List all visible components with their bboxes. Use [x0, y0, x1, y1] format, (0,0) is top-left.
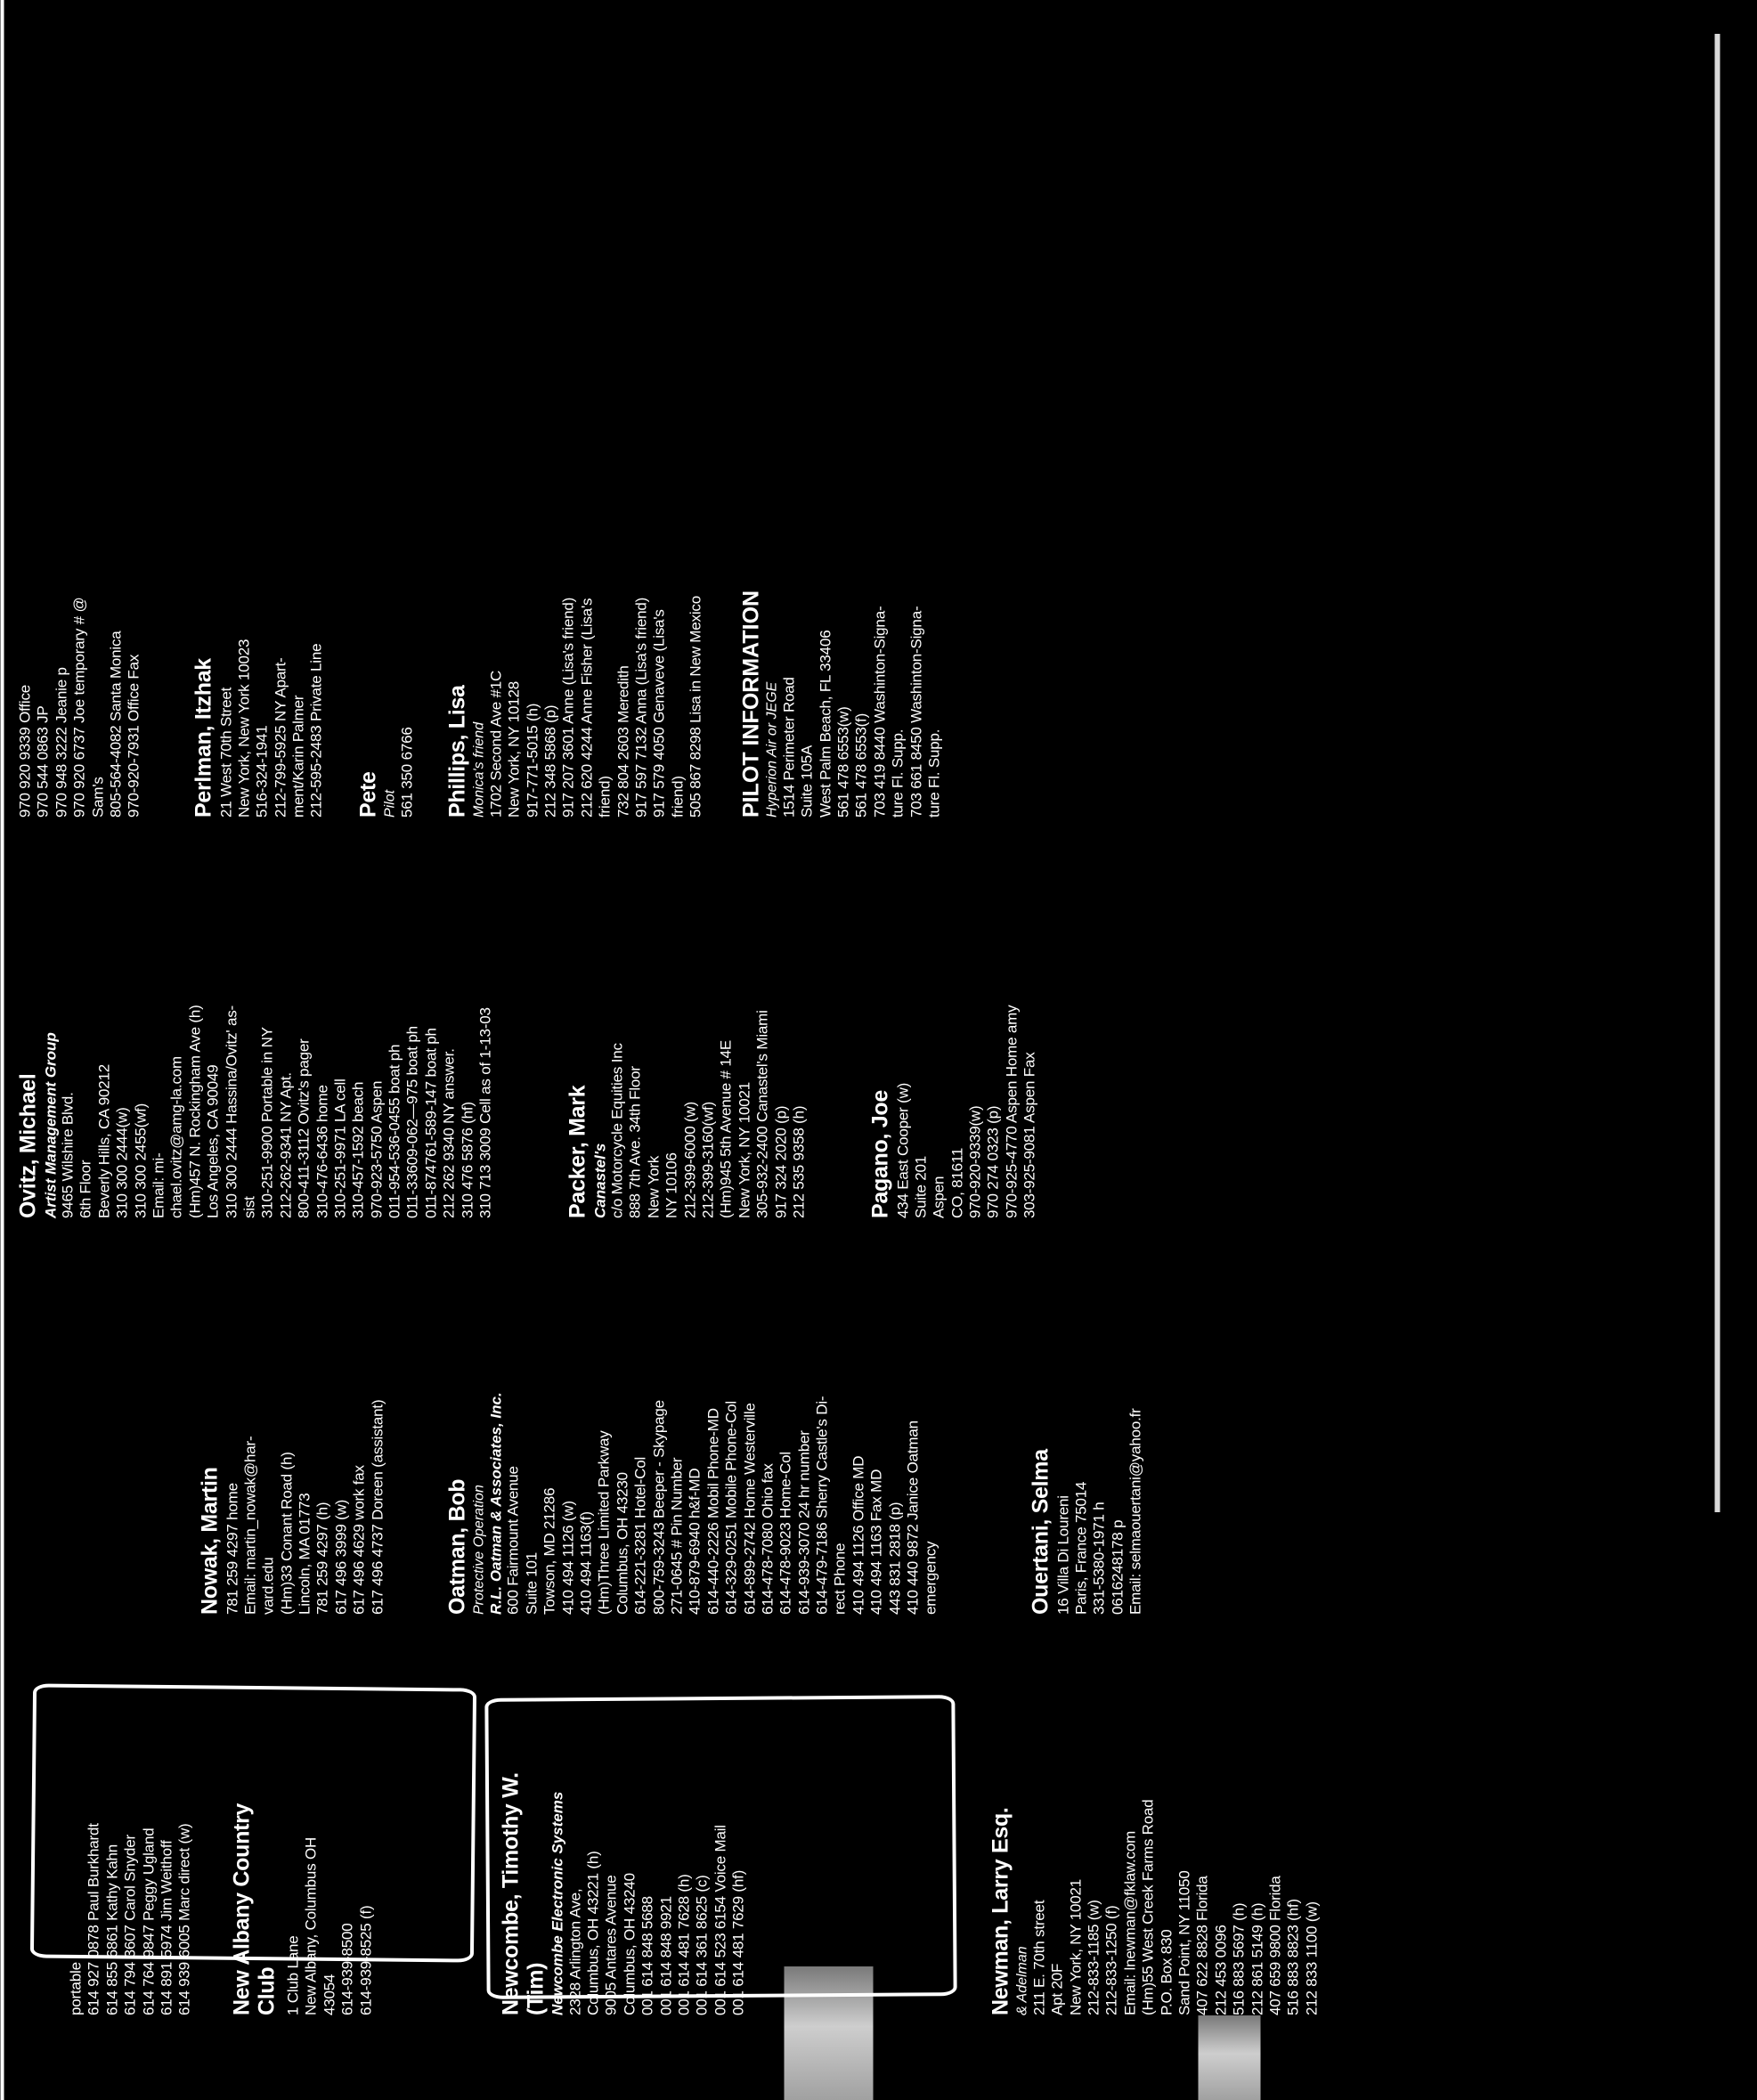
entry-line: 011-954-536-0455 boat ph: [386, 1044, 403, 1218]
entry-packer-mark: [565, 826, 808, 1218]
entry-line: vard.edu: [259, 1557, 277, 1615]
entry-line: emergency: [922, 1541, 940, 1615]
entry-line: 443 831 2818 (p): [885, 1502, 903, 1615]
entry-name: Newman, Larry Esq.: [988, 1807, 1013, 2015]
entry-line: 310-476-6436 home: [313, 1085, 330, 1218]
entry-line: P.O. Box 830: [1157, 1929, 1175, 2015]
entry-line: New York, NY 10128: [505, 681, 523, 818]
entry-perlman-itzhak: [191, 435, 326, 818]
entry-line: 970 274 0323 (p): [984, 1105, 1002, 1218]
entry-line: 305-932-2400 Canastel's Miami: [753, 1010, 771, 1218]
entry-line: 212-262-9341 NY Apt.: [276, 1072, 294, 1218]
entry-line: 1 Club Lane: [284, 1935, 301, 2015]
entry-line: 516 883 8823 (hf): [1284, 1899, 1302, 2015]
address-column-2: [0, 826, 1757, 1218]
entry-line: 800-411-3112 Ovitz's pager: [295, 1038, 313, 1218]
entry-name: Ouertani, Selma: [1028, 1449, 1053, 1615]
entry-line: 011-33609-062—975 boat ph: [403, 1026, 421, 1218]
entry-line: 917 579 4050 Genaveve (Lisa's: [650, 609, 668, 818]
entry-org: Hyperion Air or JEGE: [763, 681, 779, 818]
entry-line: NY 10106: [663, 1152, 680, 1218]
entry-name: New Albany Country Club: [229, 1803, 279, 2015]
entry-lines: [16, 435, 143, 818]
entry-line: 310-251-9971 LA cell: [330, 1078, 348, 1218]
entry-line: portable: [67, 1962, 84, 2015]
entry-org-type: Protective Operation: [470, 1485, 486, 1615]
entry-line: 212-399-3160(wf): [699, 1102, 716, 1218]
entry-line: c/o Motorcycle Equities Inc: [608, 1043, 626, 1218]
entry-lines: [398, 435, 416, 818]
entry-lines: [780, 435, 944, 818]
entry-line: Email: martin_nowak@har-: [240, 1436, 258, 1615]
entry-org: Canastel's: [590, 1143, 608, 1218]
entry-line: 970 544 0863 JP: [34, 705, 52, 818]
entry-lines: [566, 1748, 748, 2015]
entry-line: 970-923-5750 Aspen: [367, 1080, 385, 1218]
entry-line: 888 7th Ave. 34th Floor: [626, 1066, 644, 1218]
entry-line: 561 350 6766: [397, 727, 415, 818]
entry-line: 212 535 9358 (h): [789, 1105, 807, 1218]
entry-ovitz-michael: [16, 826, 494, 1218]
entry-line: (Hm)457 N. Rockingham Ave (h): [185, 1005, 203, 1218]
entry-line: sist: [240, 1196, 257, 1218]
entry-line: 407 622 8828 Florida: [1193, 1876, 1211, 2015]
entry-line: ture Fl. Supp.: [925, 728, 943, 818]
entry-line: Apt 20F: [1048, 1963, 1066, 2015]
entry-line: Paris, France 75014: [1071, 1481, 1089, 1615]
entry-line: 212-799-5925 NY Apart-: [271, 657, 289, 818]
entry-line: Sand Point, NY 11050: [1175, 1870, 1193, 2015]
entry-org: Artist Management Group: [41, 1032, 59, 1218]
entry-line: 614-221-3281 Hotel-Col: [631, 1456, 649, 1615]
entry-org: R.L. Oatman & Associates, Inc.: [486, 1392, 504, 1615]
entry-oatman-bob: [445, 1223, 940, 1615]
entry-line: 614-329-0251 Mobile Phone-Col: [722, 1401, 740, 1615]
entry-line: 614-939-8525 (f): [356, 1905, 374, 2015]
entry-line: 410 440 9872 Janice Oatman: [904, 1420, 922, 1615]
entry-line: 917 324 2020 (p): [771, 1105, 789, 1218]
entry-line: 617 496 3999 (w): [331, 1499, 349, 1615]
entry-line: 212 348 5868 (p): [541, 704, 559, 818]
entry-line: 800-759-3243 Beeper - Skypage: [649, 1400, 667, 1615]
entry-lines: [217, 435, 326, 818]
entry-line: 212 453 0096: [1211, 1925, 1229, 2015]
entry-line: 212-595-2483 Private Line: [307, 643, 325, 818]
entry-newman-larry: [988, 1615, 1321, 2015]
entry-line: 0616248178 p: [1108, 1519, 1126, 1615]
entry-line: ment/Karin Palmer: [289, 695, 307, 818]
entry-unnamed-top: [16, 435, 143, 818]
entry-phillips-lisa: [445, 435, 705, 818]
entry-line: 917 597 7132 Anna (Lisa's friend): [632, 597, 650, 818]
entry-line: 001 614 361 8625 (c): [693, 1875, 711, 2015]
entry-line: 917 207 3601 Anne (Lisa's friend): [559, 597, 577, 818]
entry-line: 212-399-6000 (w): [680, 1102, 698, 1218]
entry-org: & Adelman: [1013, 1946, 1029, 2015]
entry-line: Email: selmaouertani@yahoo.fr: [1127, 1408, 1144, 1615]
entry-line: 614-899-2742 Home Westerville: [740, 1403, 758, 1615]
entry-nowak-martin: [198, 1223, 386, 1615]
entry-line: 212-833-1250 (f): [1102, 1905, 1120, 2015]
entry-line: 001 614 481 7628 (h): [674, 1874, 692, 2015]
entry-line: Suite 105A: [798, 745, 816, 818]
entry-line: friend): [668, 776, 686, 818]
entry-line: 970 920 9339 Office: [16, 684, 33, 818]
entry-line: 212 620 4244 Anne Fisher (Lisa's: [577, 598, 595, 818]
entry-line: 516-324-1941: [253, 725, 271, 818]
entry-line: 001 614 848 5688: [639, 1896, 656, 2015]
entry-line: 614-939-8500: [338, 1923, 356, 2015]
entry-line: (Hm)Three Limited Parkway: [595, 1430, 613, 1615]
entry-line: 970 948 3222 Jeanie p: [52, 667, 69, 818]
entry-line: 781 259 4297 (h): [313, 1502, 331, 1615]
entry-line: 614-478-9023 Home-Col: [777, 1452, 794, 1615]
entry-line: ture Fl. Supp.: [889, 728, 907, 818]
entry-line: New Albany, Columbus OH: [302, 1836, 320, 2015]
entry-line: 2328 Arlington Ave,: [565, 1888, 583, 2015]
entry-line: 011-874761-589-147 boat ph: [421, 1028, 439, 1218]
entry-line: New York, NY 10021: [1066, 1879, 1084, 2015]
entry-ouertani-selma: [1029, 1223, 1144, 1615]
entry-relation: Monica's friend: [470, 721, 486, 818]
entry-line: 703 661 8450 Washinton-Signa-: [907, 606, 924, 818]
entry-line: 310 300 2444 Hassina/Ovitz' as-: [222, 1005, 240, 1218]
entry-name: Pagano, Joe: [867, 1090, 892, 1218]
entry-line: Lincoln, MA 01773: [296, 1493, 313, 1615]
entry-line: 212 262 9340 NY answer.: [440, 1048, 458, 1218]
entry-line: Columbus, OH 43230: [613, 1472, 630, 1615]
entry-name: Perlman, Itzhak: [191, 658, 216, 818]
entry-line: 407 659 9800 Florida: [1265, 1876, 1283, 2015]
entry-line: 9005 Antares Avenue: [602, 1875, 620, 2015]
entry-line: 271-0645 # Pin Number: [667, 1457, 685, 1615]
entry-line: 21 West 70th Street: [216, 687, 234, 818]
entry-newcombe-timothy: [499, 1748, 747, 2015]
entry-line: 703 419 8440 Washinton-Signa-: [870, 606, 888, 818]
entry-lines: [608, 826, 808, 1218]
entry-pagano-joe: [868, 826, 1039, 1218]
entry-line: 1702 Second Ave #1C: [486, 670, 504, 818]
entry-line: 970-925-4770 Aspen Home amy: [1002, 1005, 1020, 1218]
entry-line: 614-478-7080 Ohio fax: [758, 1463, 776, 1615]
entry-line: 614 855 6861 Kathy Kahn: [102, 1844, 120, 2015]
entry-name: Nowak, Martin: [197, 1467, 222, 1615]
entry-line: 614-939-3070 24 hr number: [794, 1430, 812, 1615]
address-column-4: [0, 1615, 1757, 2015]
entry-line: 614 764 9847 Peggy Ugland: [139, 1827, 157, 2015]
entry-line: 331-5380-1971 h: [1090, 1502, 1108, 1615]
entry-name: Oatman, Bob: [444, 1478, 469, 1615]
entry-line: 410 494 1163 Fax MD: [867, 1469, 885, 1615]
entry-line: 310 713 3009 Cell as of 1-13-03: [476, 1007, 494, 1218]
entry-line: 310 300 2444(w): [113, 1107, 131, 1218]
entry-line: 516 883 5697 (h): [1230, 1902, 1248, 2015]
entry-line: Towson, MD 21286: [541, 1487, 558, 1615]
entry-line: 212 833 1100 (w): [1302, 1901, 1320, 2015]
entry-line: friend): [596, 776, 614, 818]
entry-name: PILOT INFORMATION: [738, 590, 763, 818]
entry-role: Pilot: [381, 789, 397, 818]
entry-lines: [1030, 1615, 1321, 2015]
entry-line: 917-771-5015 (h): [523, 703, 541, 818]
entry-line: 001 614 523 6154 Voice Mail: [711, 1825, 728, 2015]
entry-line: 310 300 2455(wf): [131, 1103, 149, 1218]
entry-line: 614-440-2226 Mobil Phone-MD: [704, 1408, 721, 1615]
entry-lines: [487, 435, 705, 818]
entry-line: 732 804 2603 Meredith: [614, 665, 631, 818]
entry-line: Beverly Hills, CA 90212: [94, 1063, 112, 1218]
entry-line: West Palm Beach, FL 33406: [816, 630, 834, 818]
entry-name: Ovitz, Michael: [15, 1073, 40, 1218]
entry-line: 561 478 6553(f): [852, 712, 870, 818]
entry-line: 310 476 5876 (hf): [458, 1102, 476, 1218]
entry-line: 303-925-9081 Aspen Fax: [1021, 1052, 1038, 1218]
entry-name: Packer, Mark: [565, 1085, 590, 1218]
entry-line: 614-479-7186 Sherry Castle's Di-: [813, 1396, 831, 1615]
entry-lines: [284, 1757, 375, 2015]
entry-line: Columbus, OH 43221 (h): [583, 1851, 601, 2015]
entry-line: 001 614 481 7629 (hf): [729, 1869, 747, 2015]
entry-line: 1514 Perimeter Road: [779, 677, 797, 818]
entry-lines: [1054, 1223, 1145, 1615]
entry-line: New York, NY 10021: [735, 1082, 752, 1218]
entry-line: 16 Villa Di Loureni: [1053, 1495, 1071, 1615]
entry-line: (Hm)945 5th Avenue # 14E: [717, 1040, 735, 1218]
entry-line: 614 939 6005 Marc direct (w): [175, 1823, 193, 2015]
entry-lines: [504, 1223, 940, 1615]
entry-line: Los Angeles, CA 90049: [204, 1064, 222, 1218]
entry-line: New York: [644, 1155, 662, 1218]
entry-line: 970 920 6737 Joe temporary # @: [70, 597, 88, 818]
entry-line: 410 494 1163(f): [577, 1511, 594, 1615]
entry-line: 410-879-6940 h&f-MD: [686, 1468, 704, 1615]
entry-line: chael.ovitz@amg-la.com: [167, 1056, 185, 1218]
entry-line: 970-920-9339(w): [966, 1105, 984, 1218]
entry-line: Suite 101: [522, 1551, 540, 1615]
entry-line: Email: lnewman@fklaw.com: [1120, 1830, 1138, 2015]
entry-line: 43054: [320, 1974, 338, 2015]
entry-name: Newcombe, Timothy W. (Tim): [498, 1772, 548, 2015]
entry-line: 781 259 4297 home: [223, 1483, 240, 1615]
entry-line: 310-457-1592 beach: [349, 1081, 367, 1218]
entry-line: 211 E. 70th street: [1029, 1900, 1047, 2015]
entry-line: 212-833-1185 (w): [1085, 1900, 1102, 2015]
entry-unnamed-portable: [67, 1615, 194, 2015]
entry-line: Aspen: [930, 1176, 948, 1218]
address-column-3: [0, 1223, 1757, 1615]
entry-line: Suite 201: [911, 1155, 929, 1218]
entry-org: Newcombe Electronic Systems: [549, 1791, 565, 2015]
entry-name: Pete: [355, 771, 380, 818]
entry-line: 212 861 5149 (h): [1248, 1902, 1265, 2015]
entry-line: Email: mi-: [150, 1152, 167, 1218]
entry-line: Sam's: [88, 777, 106, 818]
entry-pete: [356, 435, 416, 818]
entry-line: Columbus, OH 43240: [620, 1873, 638, 2015]
entry-line: 001 614 848 9921: [656, 1896, 674, 2015]
entry-line: 617 496 4737 Doreen (assistant): [368, 1399, 386, 1615]
entry-lines: [59, 826, 494, 1218]
entry-line: 614 794 3607 Carol Snyder: [121, 1835, 139, 2015]
entry-line: New York, New York 10023: [234, 639, 252, 818]
entry-name: Phillips, Lisa: [444, 685, 469, 818]
entry-pilot-information: [739, 435, 943, 818]
entry-line: 505 867 8298 Lisa in New Mexico: [687, 596, 704, 818]
entry-lines: [224, 1223, 387, 1615]
entry-line: 410 494 1126 Office MD: [849, 1455, 866, 1615]
entry-line: 6th Floor: [77, 1160, 94, 1218]
entry-line: 410 494 1126 (w): [558, 1501, 576, 1615]
address-column-1: [0, 435, 1757, 818]
entry-lines: [894, 826, 1039, 1218]
entry-line: (Hm)55 West Creek Farms Road: [1139, 1799, 1157, 2015]
entry-line: 614 927 0878 Paul Burkhardt: [85, 1823, 102, 2015]
entry-line: 561 478 6553(w): [834, 706, 852, 818]
entry-line: 310-251-9900 Portable in NY: [258, 1027, 276, 1218]
entry-line: (Hm)33 Conant Road (h): [277, 1452, 295, 1615]
entry-line: 9465 Wilshire Blvd.: [59, 1092, 77, 1218]
entry-line: 600 Fairmount Avenue: [504, 1466, 522, 1615]
entry-line: 617 496 4629 work fax: [350, 1465, 368, 1615]
entry-line: 805-564-4082 Santa Monica: [106, 631, 124, 818]
entry-lines: [67, 1615, 194, 2015]
entry-line: rect Phone: [831, 1542, 849, 1615]
entry-line: 434 East Cooper (w): [893, 1082, 911, 1218]
entry-new-albany-country-club: [230, 1757, 375, 2015]
entry-line: 970-920-7931 Office Fax: [125, 654, 142, 818]
entry-line: CO, 81611: [948, 1147, 965, 1218]
entry-line: 614 891 5974 Jim Weithoff: [157, 1840, 175, 2015]
